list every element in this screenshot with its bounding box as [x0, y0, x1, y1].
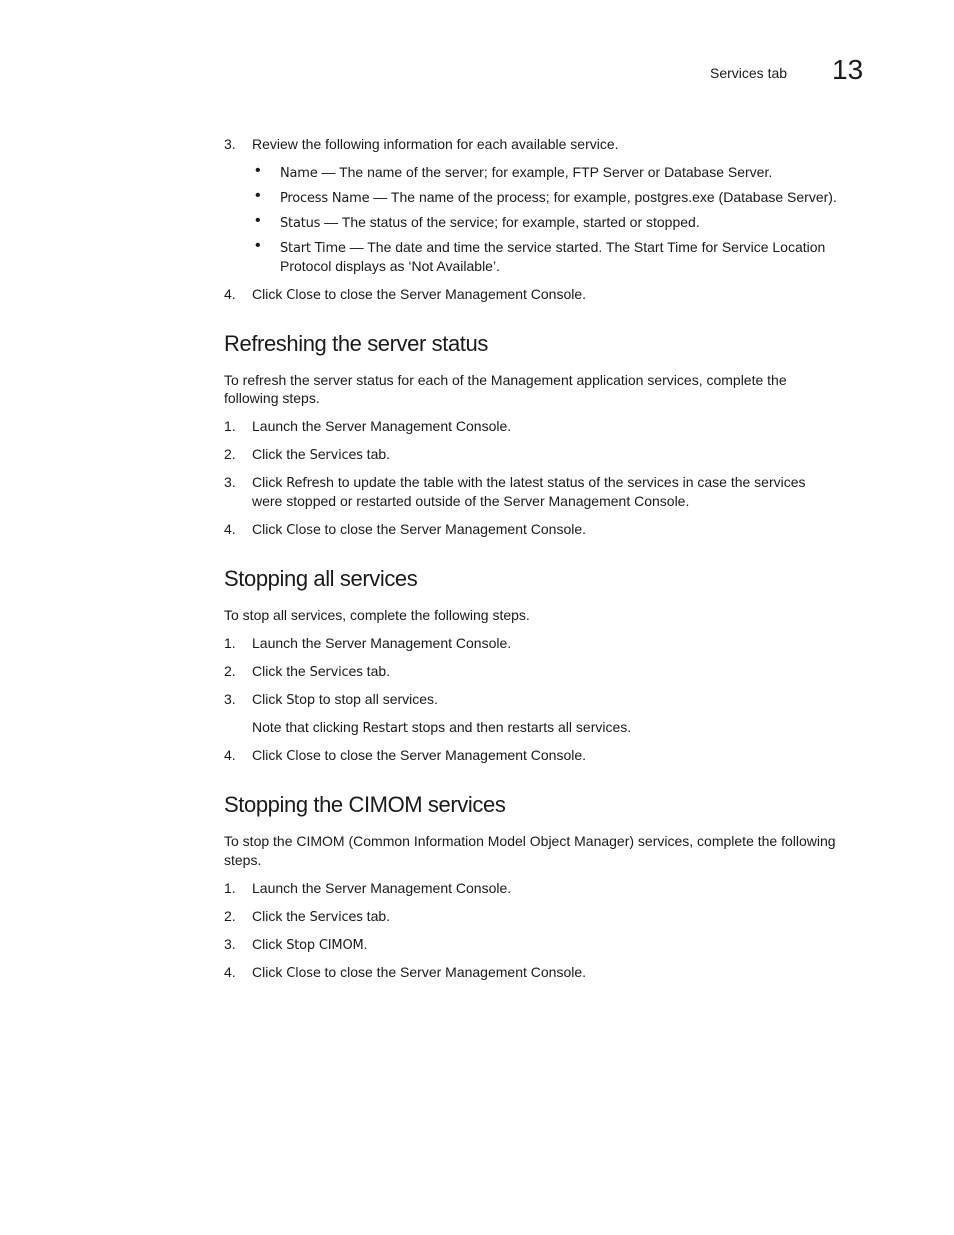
ui-term-services: Services — [309, 665, 363, 680]
ui-term-process-name: Process Name — [280, 191, 370, 206]
ui-term-close: Close — [286, 523, 321, 538]
step-text — [252, 445, 390, 465]
bullet-item — [280, 188, 837, 208]
bullet-marker: • — [255, 187, 261, 204]
ui-term-refresh: Refresh — [286, 476, 334, 491]
step-number: 4. — [224, 286, 236, 302]
step-text: Launch the Server Management Console. — [252, 418, 512, 434]
ui-term-status: Status — [280, 216, 321, 231]
bullet-item — [280, 163, 772, 183]
step-text — [252, 662, 390, 682]
step-text — [252, 285, 586, 305]
bullet-desc: — The name of the server; for example, FTP Server or Database Server. — [317, 164, 773, 180]
step-number: 4. — [224, 964, 236, 980]
bullet-desc: — The date and time the service started. The Start Time for Service Location — [345, 239, 826, 255]
step-number: 1. — [224, 418, 236, 434]
bullet-desc: — The status of the service; for example, started or stopped. — [320, 214, 700, 230]
bullet-marker: • — [255, 212, 261, 229]
step-text-post: tab. — [362, 908, 391, 924]
step-number: 3. — [224, 936, 236, 952]
step-number: 3. — [224, 691, 236, 707]
step-text — [252, 907, 390, 927]
step-text-continued: were stopped or restarted outside of the Server Management Console. — [252, 493, 690, 509]
ui-term-services: Services — [309, 448, 363, 463]
bullet-desc: — The name of the process; for example, postgres.exe (Database Server). — [369, 189, 837, 205]
step-text-pre: Click — [252, 474, 287, 490]
section-intro: To stop the CIMOM (Common Information Model Object Manager) services, complete the following — [224, 833, 836, 849]
step-number: 3. — [224, 136, 236, 152]
step-number: 1. — [224, 880, 236, 896]
chapter-number: 13 — [832, 54, 864, 85]
section-intro: To refresh the server status for each of the Management application services, complete the — [224, 372, 787, 388]
running-header-section-label: Services tab — [710, 65, 788, 81]
section-intro-continued: following steps. — [224, 390, 320, 406]
step-text — [252, 746, 586, 766]
ui-term-close: Close — [286, 966, 321, 981]
step-text: Launch the Server Management Console. — [252, 635, 512, 651]
step-text-pre: Click — [252, 936, 287, 952]
step-text-pre: Click — [252, 964, 287, 980]
step-number: 1. — [224, 635, 236, 651]
section-heading-cimom: Stopping the CIMOM services — [224, 792, 506, 817]
step-text — [252, 520, 586, 540]
section-intro-continued: steps. — [224, 852, 262, 868]
step-text-pre: Click the — [252, 908, 310, 924]
step-text-post: to close the Server Management Console. — [320, 964, 587, 980]
step-text-post: to close the Server Management Console. — [320, 286, 587, 302]
bullet-item — [280, 213, 700, 233]
step-text: Launch the Server Management Console. — [252, 880, 512, 896]
bullet-item — [280, 238, 825, 258]
step-text — [252, 963, 586, 983]
step-text — [252, 935, 367, 955]
step-text-post: . — [363, 936, 368, 952]
step-text — [252, 473, 806, 493]
step-text-pre: Click — [252, 521, 287, 537]
ui-term-stop: Stop — [286, 693, 315, 708]
step-text-pre: Click the — [252, 446, 310, 462]
ui-term-restart: Restart — [362, 721, 408, 736]
note-text-post: stops and then restarts all services. — [407, 719, 632, 735]
section-heading-refresh: Refreshing the server status — [224, 331, 488, 356]
ui-term-services: Services — [309, 910, 363, 925]
step-text-pre: Click the — [252, 663, 310, 679]
ui-term-close: Close — [286, 288, 321, 303]
step-text-pre: Click — [252, 747, 287, 763]
step-number: 2. — [224, 663, 236, 679]
section-intro: To stop all services, complete the following steps. — [224, 607, 530, 623]
step-number: 3. — [224, 474, 236, 490]
step-number: 2. — [224, 446, 236, 462]
step-note — [252, 718, 631, 738]
step-text-pre: Click — [252, 286, 287, 302]
step-text — [252, 690, 438, 710]
bullet-marker: • — [255, 162, 261, 179]
ui-term-stop-cimom: Stop CIMOM — [286, 938, 364, 953]
step-text-post: tab. — [362, 446, 391, 462]
step-text-post: tab. — [362, 663, 391, 679]
step-number: 4. — [224, 747, 236, 763]
section-heading-stop-all: Stopping all services — [224, 566, 418, 591]
ui-term-close: Close — [286, 749, 321, 764]
ui-term-name: Name — [280, 166, 318, 181]
step-number: 4. — [224, 521, 236, 537]
step-text-pre: Click — [252, 691, 287, 707]
bullet-marker: • — [255, 237, 261, 254]
bullet-desc-continued: Protocol displays as ‘Not Available’. — [280, 258, 500, 274]
ui-term-start-time: Start Time — [280, 241, 346, 256]
step-text-post: to close the Server Management Console. — [320, 521, 587, 537]
note-text-pre: Note that clicking — [252, 719, 363, 735]
step-text-post: to close the Server Management Console. — [320, 747, 587, 763]
step-text: Review the following information for each available service. — [252, 136, 619, 152]
step-text-post: to update the table with the latest status of the services in case the services — [333, 474, 806, 490]
step-text-post: to stop all services. — [315, 691, 438, 707]
step-number: 2. — [224, 908, 236, 924]
